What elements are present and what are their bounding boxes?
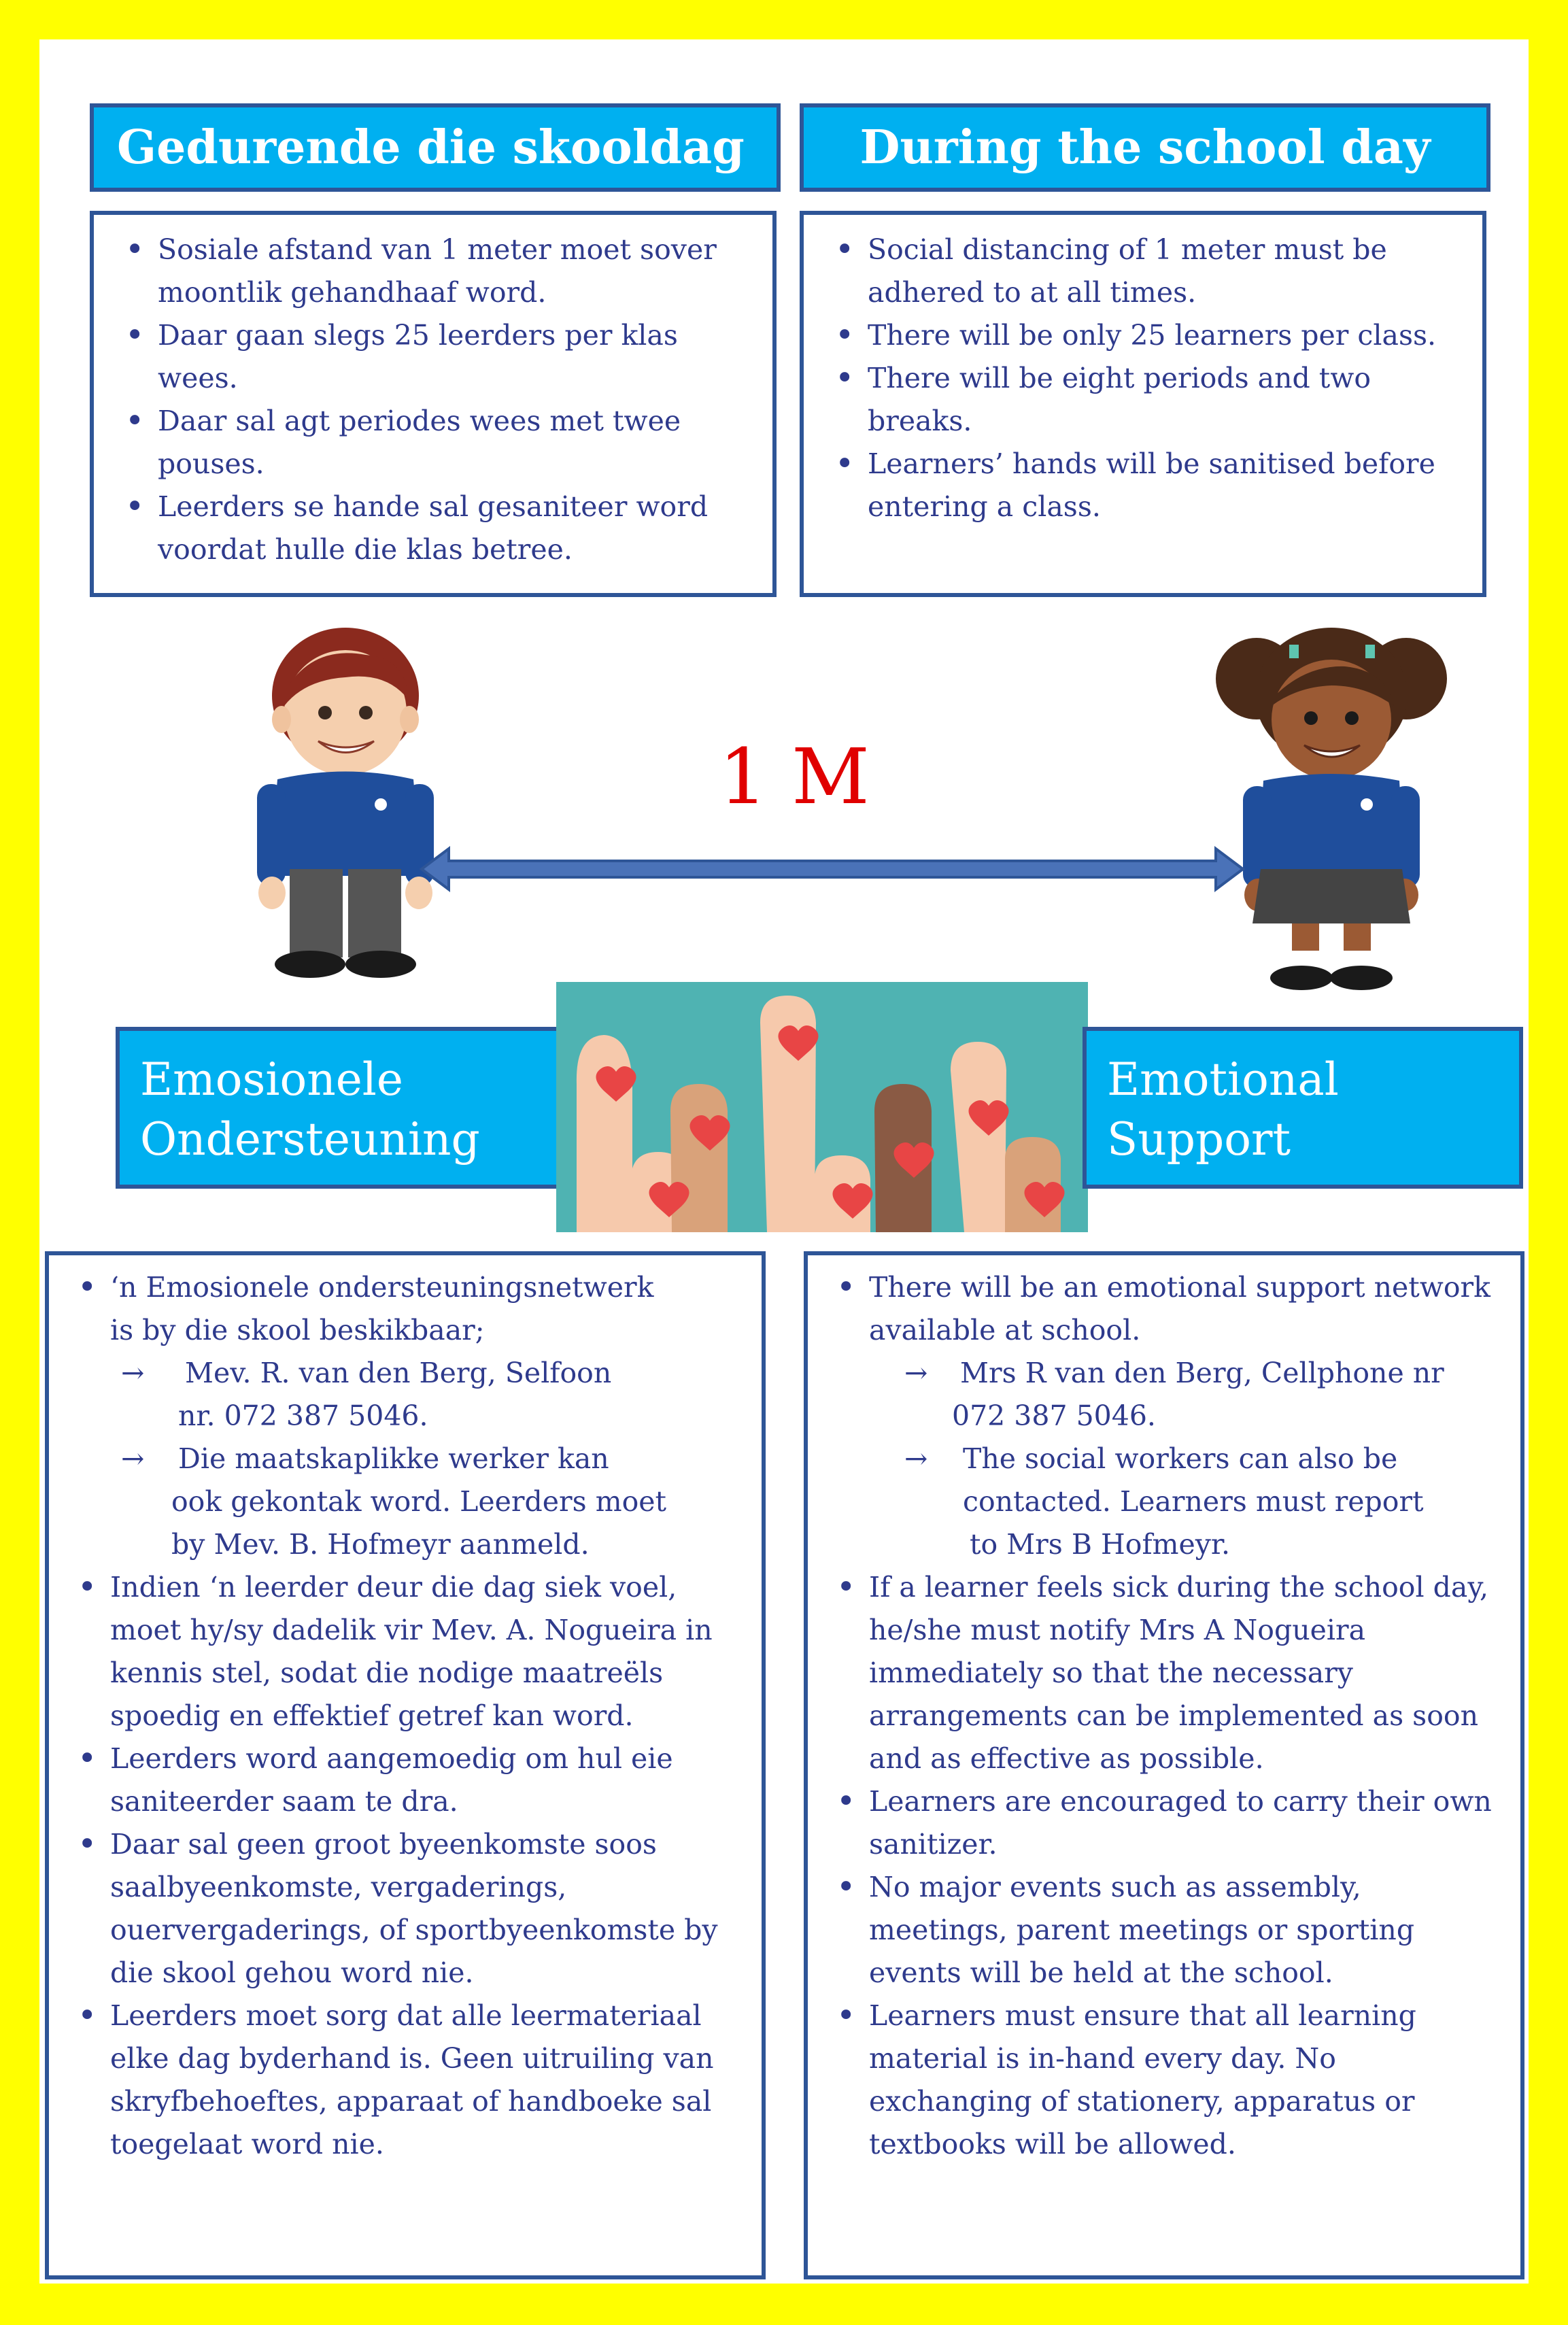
english-intro-line1: • There will be an emotional support network xyxy=(869,1271,1490,1304)
poster-page xyxy=(39,39,1529,2284)
raised-hands-image xyxy=(556,982,1088,1232)
list-item: • There will be eight periods and two breaks. xyxy=(820,357,1469,443)
english-support-list xyxy=(821,1266,1507,2166)
arrow-icon: → xyxy=(121,1442,145,1475)
afrikaans-support-header xyxy=(116,1027,563,1189)
afrikaans-sub2-line3: by Mev. B. Hofmeyr aanmeld. xyxy=(171,1528,590,1561)
list-item: • No major events such as assembly, meetings, parent meetings or sporting events will be held at the school. xyxy=(821,1866,1507,1995)
sub-list-item xyxy=(63,1352,748,1438)
list-item: • Learners are encouraged to carry their own sanitizer. xyxy=(821,1780,1507,1866)
distance-label: 1 M xyxy=(719,733,870,821)
list-item xyxy=(63,1266,748,1352)
afrikaans-sub2-line2: ook gekontak word. Leerders moet xyxy=(171,1485,667,1518)
afrikaans-intro-line2: is by die skool beskikbaar; xyxy=(110,1314,485,1346)
afrikaans-support-list xyxy=(63,1266,748,2166)
afrikaans-sub2-line1: Die maatskaplikke werker kan xyxy=(178,1442,609,1475)
sub-list-item xyxy=(821,1352,1507,1438)
english-sub2-line2: contacted. Learners must report xyxy=(963,1485,1424,1518)
sub-list-item xyxy=(63,1438,748,1566)
afrikaans-support-title-line1: Emosionele xyxy=(140,1053,403,1106)
boy-illustration xyxy=(230,617,461,985)
arrow-icon: → xyxy=(121,1357,145,1389)
english-sub2-line3: to Mrs B Hofmeyr. xyxy=(970,1528,1231,1561)
english-support-title-line2: Support xyxy=(1107,1113,1291,1166)
afrikaans-sub1-line1: Mev. R. van den Berg, Selfoon xyxy=(185,1357,612,1389)
list-item: • Learners must ensure that all learning material is in-hand every day. No exchanging of stationery, apparatus or textbooks will be allowed. xyxy=(821,1995,1507,2166)
afrikaans-intro-line1: • ‘n Emosionele ondersteuningsnetwerk xyxy=(110,1271,654,1304)
english-support-header xyxy=(1083,1027,1523,1189)
english-day-header xyxy=(800,103,1490,192)
list-item: • Learners’ hands will be sanitised before entering a class. xyxy=(820,443,1469,528)
afrikaans-day-header xyxy=(90,103,781,192)
arrow-icon: → xyxy=(904,1357,928,1389)
english-support-title-line1: Emotional xyxy=(1107,1053,1339,1106)
english-day-list xyxy=(820,228,1469,528)
english-day-box xyxy=(800,211,1486,597)
list-item xyxy=(821,1266,1507,1352)
english-sub1-line1: Mrs R van den Berg, Cellphone nr xyxy=(960,1357,1444,1389)
english-intro-line2: available at school. xyxy=(869,1314,1141,1346)
list-item: • Leerders moet sorg dat alle leermateriaal elke dag byderhand is. Geen uitruiling van skryfbehoeftes, apparaat of handboeke sal toegelaat word nie. xyxy=(63,1995,748,2166)
arrow-icon: → xyxy=(904,1442,928,1475)
english-sub1-line2: 072 387 5046. xyxy=(952,1399,1156,1432)
list-item: • Leerders word aangemoedig om hul eie saniteerder saam te dra. xyxy=(63,1737,748,1823)
list-item: • Daar sal geen groot byeenkomste soos saalbyeenkomste, vergaderings, ouervergaderings, of sportbyeenkomste by die skool gehou word nie. xyxy=(63,1823,748,1995)
afrikaans-support-box xyxy=(45,1251,766,2279)
afrikaans-sub1-line2: nr. 072 387 5046. xyxy=(178,1399,428,1432)
list-item: • Social distancing of 1 meter must be adhered to at all times. xyxy=(820,228,1469,314)
english-support-box xyxy=(804,1251,1524,2279)
list-item: • There will be only 25 learners per class. xyxy=(820,314,1469,357)
list-item: • Sosiale afstand van 1 meter moet sover moontlik gehandhaaf word. xyxy=(110,228,759,314)
english-day-title: During the school day xyxy=(859,120,1431,175)
list-item: • If a learner feels sick during the school day, he/she must notify Mrs A Nogueira immediately so that the necessary arrangements can be implemented as soon and as effective as possible. xyxy=(821,1566,1507,1780)
afrikaans-day-box xyxy=(90,211,777,597)
afrikaans-support-title-line2: Ondersteuning xyxy=(140,1113,480,1166)
sub-list-item xyxy=(821,1438,1507,1566)
list-item: • Daar gaan slegs 25 leerders per klas wees. xyxy=(110,314,759,400)
list-item: • Indien ‘n leerder deur die dag siek voel, moet hy/sy dadelik vir Mev. A. Nogueira in kennis stel, sodat die nodige maatreëls spoedig en effektief getref kan word. xyxy=(63,1566,748,1737)
list-item: • Leerders se hande sal gesaniteer word voordat hulle die klas betree. xyxy=(110,486,759,571)
english-sub2-line1: The social workers can also be xyxy=(963,1442,1398,1475)
list-item: • Daar sal agt periodes wees met twee pouses. xyxy=(110,400,759,486)
afrikaans-day-title: Gedurende die skooldag xyxy=(117,120,745,175)
distance-arrow-icon xyxy=(417,842,1247,896)
afrikaans-day-list xyxy=(110,228,759,571)
girl-illustration xyxy=(1209,617,1454,998)
